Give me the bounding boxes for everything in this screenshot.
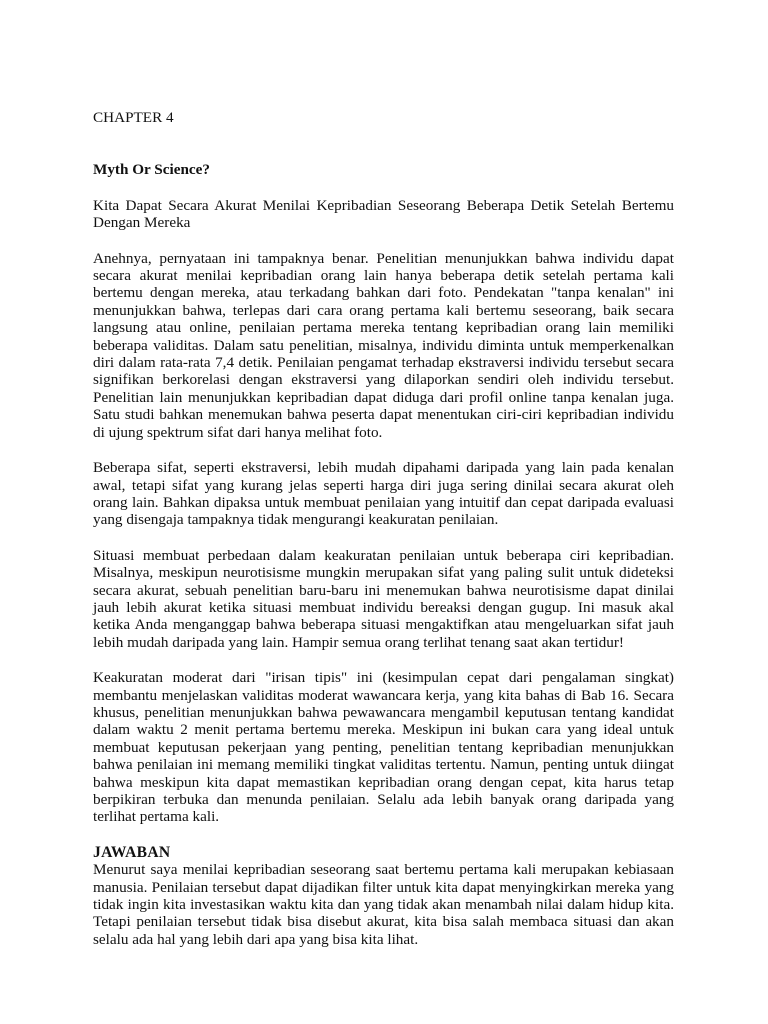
- body-paragraph-2: Beberapa sifat, seperti ekstraversi, lebih mudah dipahami daripada yang lain pada kenalan awal, tetapi sifat yang kurang jelas seperti harga diri juga sering dinilai secara akurat oleh orang lain. Bahkan dipaksa untuk membuat penilaian yang intuitif dan cepat daripada evaluasi yang disengaja tampaknya tidak mengurangi keakuratan penilaian.: [93, 459, 674, 529]
- chapter-label: CHAPTER 4: [93, 109, 174, 126]
- section-subtitle: Kita Dapat Secara Akurat Menilai Kepribadian Seseorang Beberapa Detik Setelah Bertemu Dengan Mereka: [93, 196, 674, 232]
- body-paragraph-3: Situasi membuat perbedaan dalam keakuratan penilaian untuk beberapa ciri kepribadian. Misalnya, meskipun neurotisisme mungkin merupakan sifat yang paling sulit untuk dideteksi secara akurat, sebuah penelitian baru-baru ini menemukan bahwa neurotisisme dapat dinilai jauh lebih akurat ketika situasi membuat individu bereaksi dengan gugup. Ini masuk akal ketika Anda menganggap bahwa beberapa situasi mengaktifkan atau mengeluarkan sifat jauh lebih mudah daripada yang lain. Hampir semua orang terlihat tenang saat akan tertidur!: [93, 546, 674, 651]
- body-paragraph-4: Keakuratan moderat dari "irisan tipis" ini (kesimpulan cepat dari pengalaman singkat) membantu menjelaskan validitas moderat wawancara kerja, yang kita bahas di Bab 16. Secara khusus, penelitian menunjukkan bahwa pewawancara mengambil keputusan tentang kandidat dalam waktu 2 menit pertama bertemu mereka. Meskipun ini bukan cara yang ideal untuk membuat keputusan pekerjaan yang penting, penelitian tentang kepribadian menunjukkan bahwa penilaian ini memang memiliki tingkat validitas tertentu. Namun, penting untuk diingat bahwa meskipun kita dapat memastikan kepribadian orang dengan cepat, kita harus tetap berpikiran terbuka dan menunda penilaian. Selalu ada lebih banyak orang daripada yang terlihat pertama kali.: [93, 669, 674, 826]
- answer-heading: JAWABAN: [93, 843, 171, 861]
- document-page: [93, 109, 674, 948]
- section-heading: Myth Or Science?: [93, 161, 210, 179]
- body-paragraph-1: Anehnya, pernyataan ini tampaknya benar. Penelitian menunjukkan bahwa individu dapat secara akurat menilai kepribadian orang lain hanya beberapa detik setelah pertama kali bertemu dengan mereka, atau terkadang bahkan dari foto. Pendekatan "tanpa kenalan" ini menunjukkan bahwa, terlepas dari cara orang pertama kali bertemu seseorang, baik secara langsung atau online, penilaian pertama mereka tentang kepribadian orang lain memiliki beberapa validitas. Dalam satu penelitian, misalnya, individu diminta untuk memperkenalkan diri dalam rata-rata 7,4 detik. Penilaian pengamat terhadap ekstraversi individu tersebut secara signifikan berkorelasi dengan ekstraversi yang dilaporkan sendiri oleh individu tersebut. Penelitian lain menunjukkan kepribadian dapat diduga dari profil online tanpa kenalan juga. Satu studi bahkan menemukan bahwa peserta dapat menentukan ciri-ciri kepribadian individu di ujung spektrum sifat dari hanya melihat foto.: [93, 249, 674, 441]
- answer-paragraph: Menurut saya menilai kepribadian seseorang saat bertemu pertama kali merupakan kebiasaan manusia. Penilaian tersebut dapat dijadikan filter untuk kita dapat menyingkirkan mereka yang tidak ingin kita investasikan waktu kita dan yang tidak akan menambah nilai dalam hidup kita. Tetapi penilaian tersebut tidak bisa disebut akurat, kita bisa salah membaca situasi dan akan selalu ada hal yang lebih dari apa yang bisa kita lihat.: [93, 861, 674, 948]
